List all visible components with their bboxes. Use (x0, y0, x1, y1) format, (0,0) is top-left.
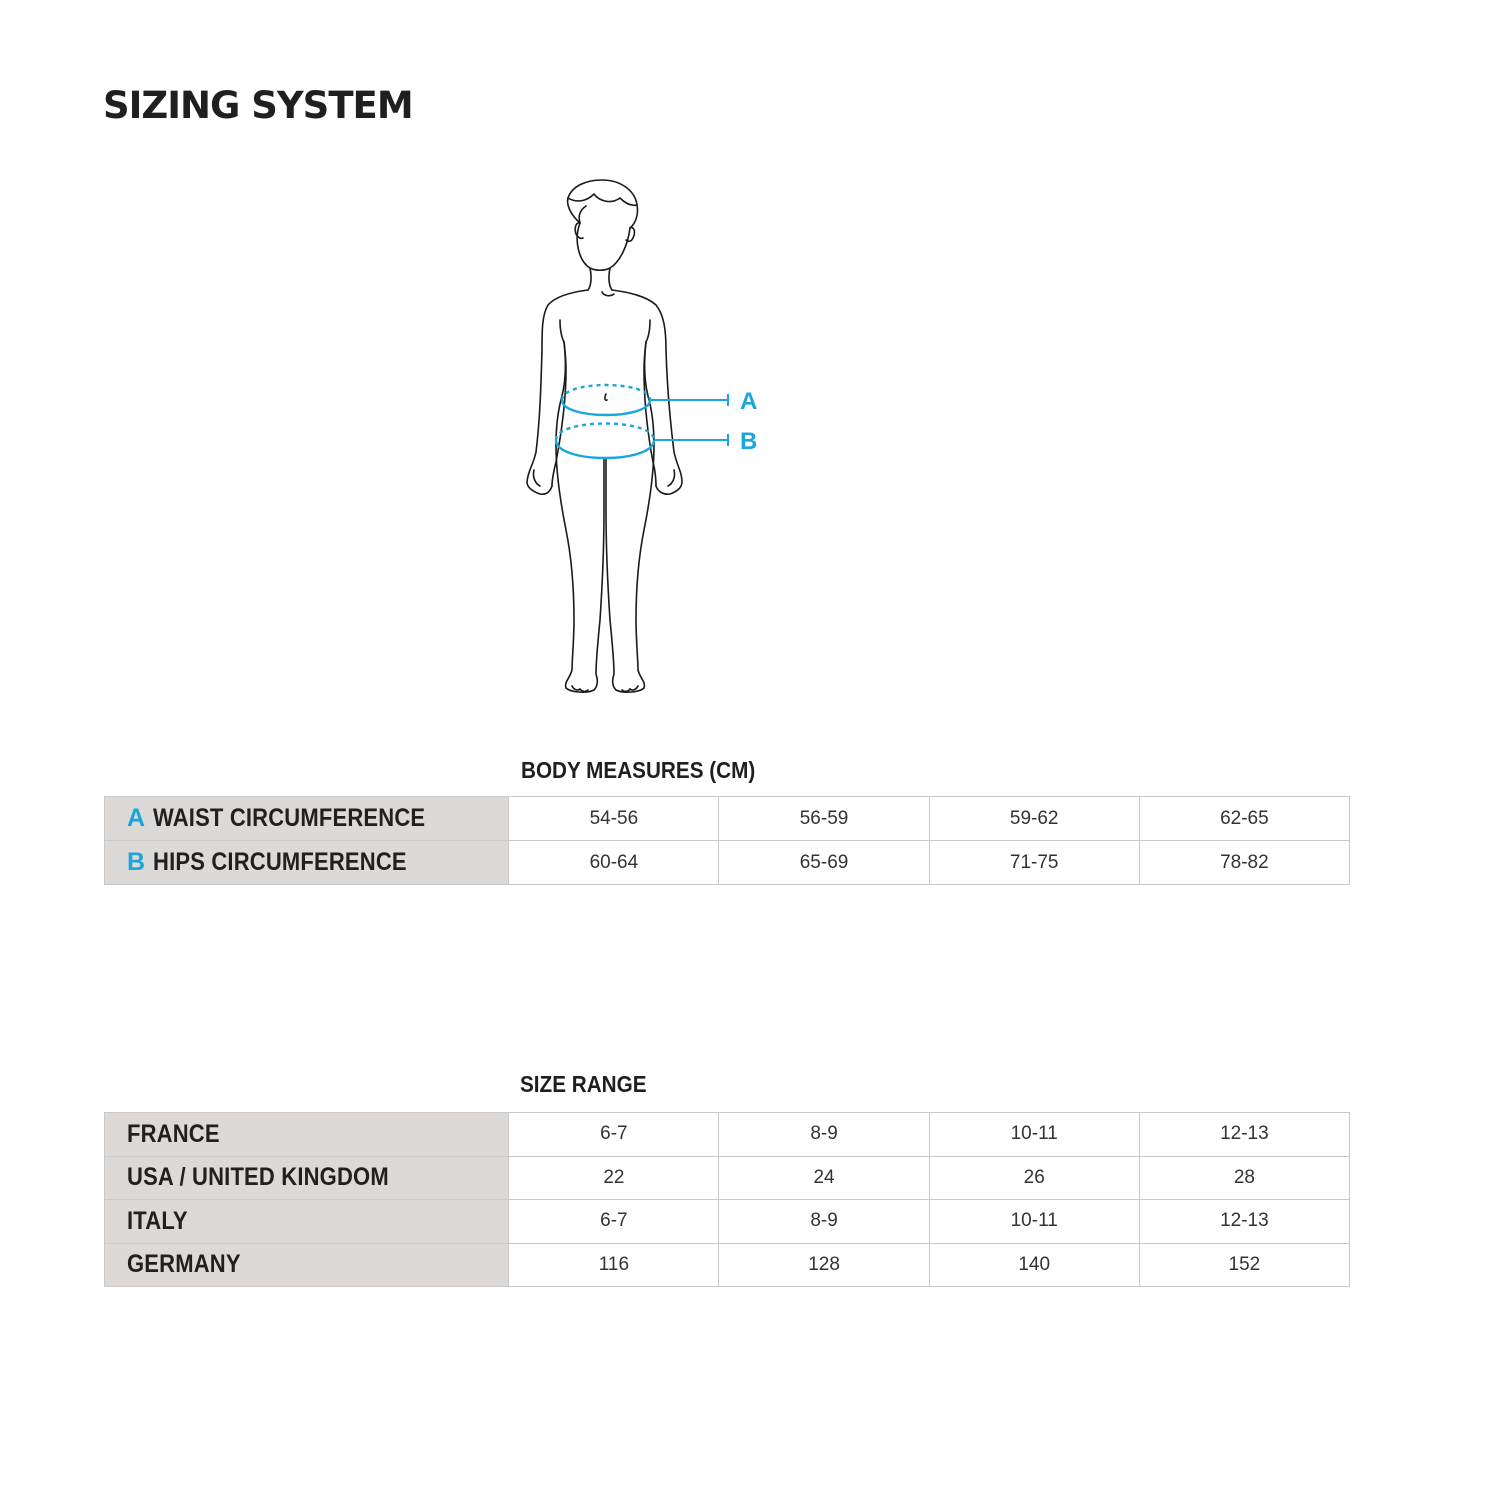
table-cell: 26 (929, 1156, 1139, 1200)
table-cell: 22 (509, 1156, 719, 1200)
row-header (105, 797, 509, 841)
table-cell: 10-11 (929, 1200, 1139, 1244)
table-cell: 6-7 (509, 1200, 719, 1244)
child-body-outline-icon (500, 170, 780, 710)
table-cell: 62-65 (1139, 797, 1349, 841)
table-cell: 28 (1139, 1156, 1349, 1200)
row-label: USA / UNITED KINGDOM (127, 1163, 389, 1192)
table-cell: 8-9 (719, 1200, 929, 1244)
table-row (105, 1113, 1350, 1157)
table-cell: 140 (929, 1243, 1139, 1287)
table-cell: 116 (509, 1243, 719, 1287)
body-measures-table (104, 796, 1350, 885)
row-header (105, 841, 509, 885)
table-cell: 12-13 (1139, 1200, 1349, 1244)
table-row (105, 1243, 1350, 1287)
table-cell: 60-64 (509, 841, 719, 885)
row-header (105, 1156, 509, 1200)
table-cell: 65-69 (719, 841, 929, 885)
table-cell: 71-75 (929, 841, 1139, 885)
table-cell: 8-9 (719, 1113, 929, 1157)
table-row (105, 797, 1350, 841)
table-row (105, 841, 1350, 885)
row-label: FRANCE (127, 1119, 220, 1148)
row-label: GERMANY (127, 1250, 241, 1279)
row-label: ITALY (127, 1206, 188, 1235)
table-row (105, 1200, 1350, 1244)
table-cell: 59-62 (929, 797, 1139, 841)
table-cell: 152 (1139, 1243, 1349, 1287)
table-cell: 24 (719, 1156, 929, 1200)
row-header (105, 1200, 509, 1244)
row-letter: A (127, 804, 146, 832)
row-header (105, 1243, 509, 1287)
table-cell: 12-13 (1139, 1113, 1349, 1157)
table-row (105, 1156, 1350, 1200)
table-cell: 10-11 (929, 1113, 1139, 1157)
body-measures-title: BODY MEASURES (CM) (521, 757, 756, 783)
table-cell: 128 (719, 1243, 929, 1287)
row-header (105, 1113, 509, 1157)
page-title: SIZING SYSTEM (103, 84, 413, 127)
table-cell: 6-7 (509, 1113, 719, 1157)
marker-label-b: B (740, 428, 758, 455)
table-cell: 56-59 (719, 797, 929, 841)
row-label: WAIST CIRCUMFERENCE (153, 804, 426, 832)
child-body-figure (500, 170, 780, 710)
size-range-title: SIZE RANGE (520, 1071, 647, 1097)
size-range-table (104, 1112, 1350, 1287)
marker-label-a: A (740, 388, 758, 415)
row-letter: B (127, 848, 146, 876)
table-cell: 78-82 (1139, 841, 1349, 885)
row-label: HIPS CIRCUMFERENCE (153, 848, 407, 876)
table-cell: 54-56 (509, 797, 719, 841)
